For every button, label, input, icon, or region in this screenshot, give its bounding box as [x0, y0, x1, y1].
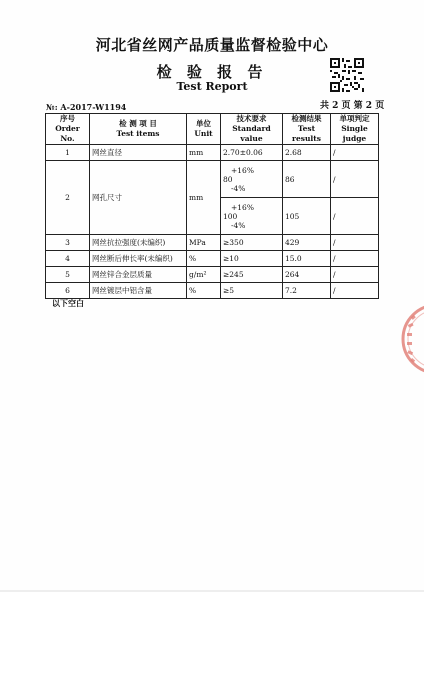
- header-single-judge: 单项判定 Single judge: [331, 114, 379, 145]
- header-test-items: 检 测 项 目 Test items: [90, 114, 187, 145]
- table-row: 4 网丝断后伸长率(未编织) % ≥10 15.0 /: [46, 251, 379, 267]
- qr-code-icon: [330, 58, 364, 92]
- page-indicator: 共 2 页 第 2 页: [320, 101, 385, 111]
- table-row: 2 网孔尺寸 mm +16% 80 -4% 86 /: [46, 161, 379, 198]
- standard-value-cell: +16% 100 -4%: [221, 198, 283, 235]
- report-title-cn: 检 验 报 告: [156, 63, 268, 81]
- table-row: 1 网丝直径 mm 2.70±0.06 2.68 /: [46, 145, 379, 161]
- test-results-table: [45, 113, 379, 299]
- header-unit: 单位 Unit: [187, 114, 221, 145]
- official-seal-icon: [397, 300, 424, 378]
- header-standard-value: 技术要求 Standard value: [221, 114, 283, 145]
- table-header-row: [46, 114, 379, 145]
- header-order-no: 序号 Order No.: [46, 114, 90, 145]
- scan-margin: [0, 592, 424, 700]
- report-number: №: A-2017-W1194: [46, 102, 127, 112]
- table-row: 3 网丝抗拉强度(未编织) MPa ≥350 429 /: [46, 235, 379, 251]
- header-test-results: 检测结果 Test results: [283, 114, 331, 145]
- standard-value-cell: +16% 80 -4%: [221, 161, 283, 198]
- organization-name: 河北省丝网产品质量监督检验中心: [95, 36, 329, 54]
- table-row: +16% 100 -4% 105 /: [46, 198, 379, 235]
- table-row: 6 网丝镀层中铝含量 % ≥5 7.2 /: [46, 283, 379, 299]
- blank-below-note: 以下空白: [52, 298, 84, 308]
- report-title-en: Test Report: [176, 80, 248, 93]
- table-row: 5 网丝锌合金层质量 g/m² ≥245 264 /: [46, 267, 379, 283]
